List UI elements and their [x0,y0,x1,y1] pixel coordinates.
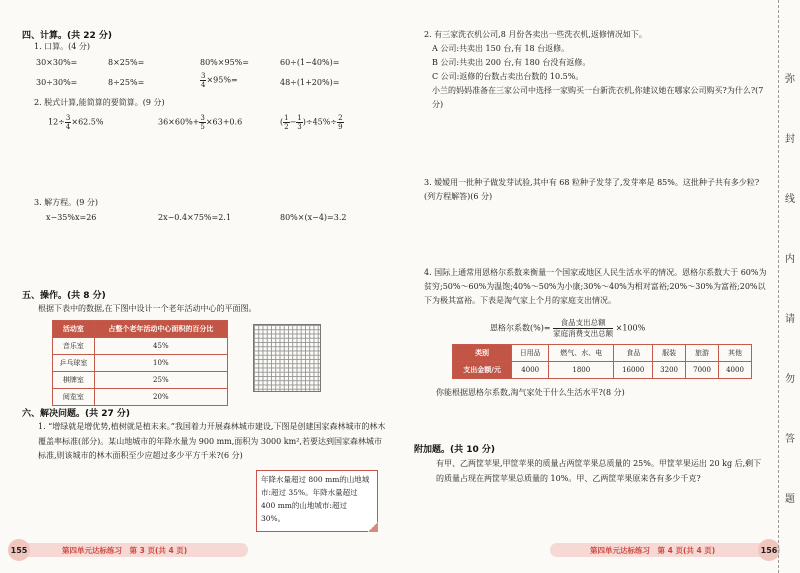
section-5-title: 五、操作。(共 8 分) [22,291,106,301]
q1-title: 1. 口算。(4 分) [34,42,91,51]
problem-2: 2. 有三家洗衣机公司,8 月份各卖出一些洗衣机,返修情况如下。 A 公司:共卖出 150 台,有 18 台返修。 B 公司:共卖出 200 台,有 180 台没有返修。 C 公司:返修的台数占卖出台数的 10.5%。 小兰的妈妈准备在三家公司中选择一家购买一台新洗衣机,你建议她在哪家公司购买?为什么?(7 分) [424,30,764,109]
seal-char: 答 [785,434,795,445]
equation: 2x−0.4×75%=2.1 [158,213,231,222]
table-row: 支出金额/元 4000 1800 16000 3200 7000 4000 [453,362,752,379]
seal-char: 题 [785,494,795,505]
table-row: 乒乓球室 10% [53,355,228,372]
table-header: 占整个老年活动中心面积的百分比 [94,321,227,338]
table-row: 棋牌室 25% [53,372,228,389]
oral-item: 60÷(1−40%)= [280,58,340,67]
extra-title: 附加题。(共 10 分) [414,445,496,455]
seal-char: 线 [785,194,795,205]
seal-char: 弥 [785,74,795,85]
equation: x−35%x=26 [46,213,97,222]
calc-item: ( $\frac{1}{2}-$ $\frac{1}{3})\div 45\%\div$ $\frac{2}{9}$ [280,114,343,131]
activity-table [52,320,228,406]
seal-line [778,0,800,573]
section-5-text: 根据下表中的数据,在下图中设计一个老年活动中心的平面图。 [38,304,257,313]
right-page [400,0,800,573]
problem-3: 3. 嫒嫒用一批种子做发芽试验,其中有 68 粒种子发芽了,发芽率是 85%。这批种子共有多少粒?(列方程解答)(6 分) [424,178,760,201]
seal-char: 封 [785,134,795,145]
oral-item: 48÷(1+20%)= [280,78,340,87]
equation: 80%×(x−4)=3.2 [280,213,347,222]
calc-item: 12÷ $\frac{3}{4}\times 62.5\%$ [48,114,104,131]
footer-text: 第四单元达标练习 第 3 页(共 4 页) [62,546,188,555]
seal-char: 请 [785,314,795,325]
section-6-title: 六、解决问题。(共 27 分) [22,409,131,419]
calc-item: 36×60%+ $\frac{3}{5}\times 63+0.6$ [158,114,243,131]
table-header: 类别 [453,345,512,362]
engel-formula: 恩格尔系数(%)= $\frac{\text{食品支出总额}}{\text{家庭消费支出总额}} \times 100\%$ [490,318,646,338]
table-row: 阅览室 20% [53,389,228,406]
section-4-title: 四、计算。(共 22 分) [22,31,113,41]
oral-item-fraction: $\frac{3}{4}\times 95\%=$ [201,72,238,89]
expense-table: 类别 日用品 燃气、水、电 食品 服装 旅游 其他 支出金额/元 4000 1800 16000 3200 7000 4000 [452,344,752,379]
table-header: 活动室 [53,321,95,338]
problem-text: 1. “增绿就是增优势,植树就是植未来。”我国着力开展森林城市建设,下图是创建国家森林城市的林木覆盖率标准(部分)。某山地城市的年降水量为 900 mm,面积为 3000 km²,若要达到国家森林城市标准,则该城市的林木面积至少应超过多少平方千米?(6 分) [38,422,386,460]
oral-item: 80%×95%= [200,58,249,67]
oral-item: 30×30%= [36,58,78,67]
oral-item: 8×25%= [108,58,145,67]
seal-char: 勿 [785,374,795,385]
table-row: 音乐室 45% [53,338,228,355]
extra-problem: 有甲、乙两筐苹果,甲筐苹果的质量占两筐苹果总质量的 25%。甲筐苹果运出 20 kg 后,剩下的质量占现在两筐苹果总质量的 10%。甲、乙两筐苹果原来各有多少千克? [436,459,762,483]
footer-text: 第四单元达标练习 第 4 页(共 4 页) [590,546,716,555]
note-card: 年降水量超过 800 mm的山地城市:超过 35%。年降水量超过 400 mm的山地城市:超过 30%。 [256,470,378,532]
problem-4-question: 你能根据恩格尔系数,淘气家处于什么生活水平?(8 分) [436,388,625,397]
grid-paper [253,324,321,392]
q3-title: 3. 解方程。(9 分) [34,198,99,207]
page-number: 156 [758,539,780,561]
seal-char: 内 [785,254,795,265]
problem-4: 4. 国际上通常用恩格尔系数来衡量一个国家或地区人民生活水平的情况。恩格尔系数大于 60%为贫穷;50%～60%为温饱;40%～50%为小康;30%～40%为相对富裕;20%～30%为富裕;20%以下为极其富裕。下表是淘气家上个月的家庭支出情况。 [424,268,767,305]
q2-title: 2. 脱式计算,能简算的要简算。(9 分) [34,98,165,107]
folded-corner-icon [368,522,378,532]
oral-item: 30÷30%= [36,78,78,87]
page-number: 155 [8,539,30,561]
oral-item: 8÷25%= [108,78,145,87]
